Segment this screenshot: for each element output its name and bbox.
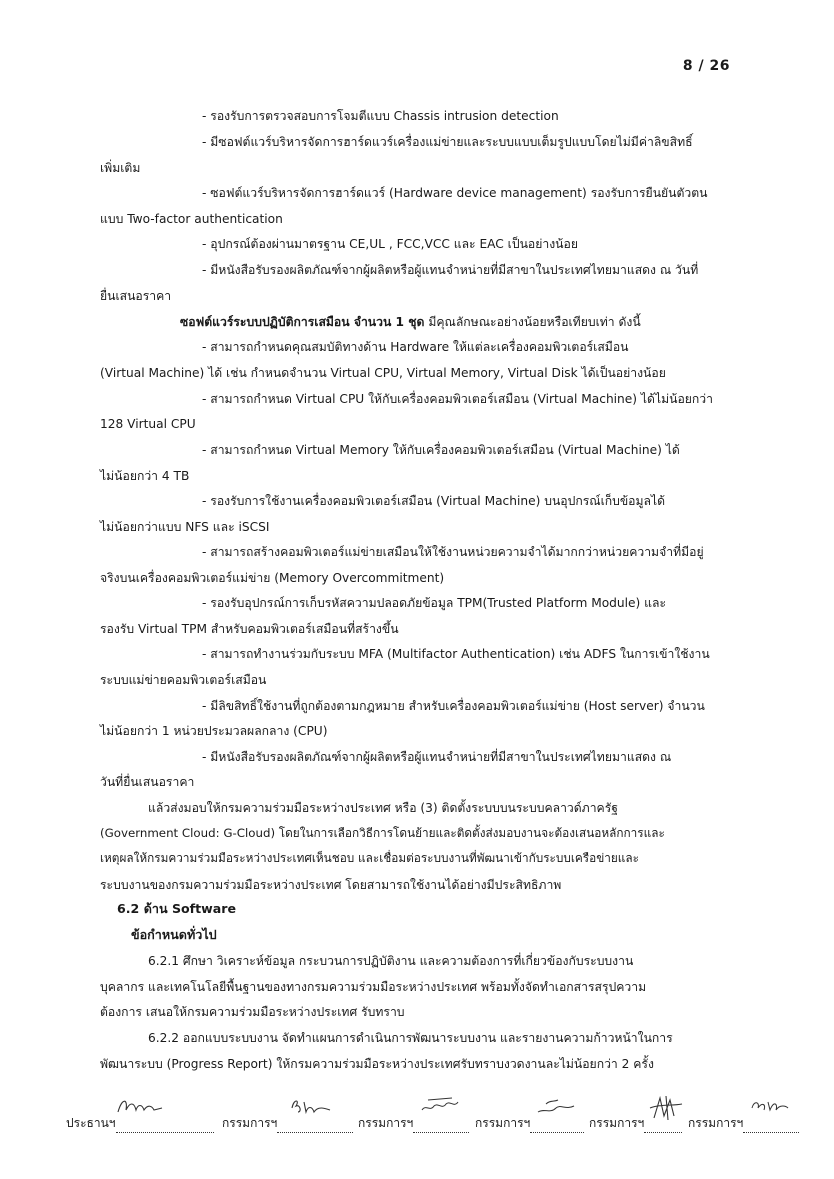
- paragraph-line: ต้องการ เสนอให้กรมความร่วมมือระหว่างประเทศ รับทราบ: [100, 1005, 405, 1019]
- spec-line: จริงบนเครื่องคอมพิวเตอร์แม่ข่าย (Memory Overcommitment): [100, 571, 445, 585]
- signature-label: กรรมการฯ: [688, 1116, 744, 1130]
- subsection-subheading: ข้อกำหนดทั่วไป: [131, 927, 217, 942]
- signature-label: กรรมการฯ: [475, 1116, 531, 1130]
- paragraph-line: พัฒนาระบบ (Progress Report) ให้กรมความร่วมมือระหว่างประเทศรับทราบงวดงานละไม่น้อยกว่า 2 ครั้ง: [100, 1057, 654, 1071]
- spec-line: - อุปกรณ์ต้องผ่านมาตรฐาน CE,UL , FCC,VCC และ EAC เป็นอย่างน้อย: [202, 237, 578, 251]
- spec-line: แบบ Two-factor authentication: [100, 212, 283, 226]
- paragraph-line: เหตุผลให้กรมความร่วมมือระหว่างประเทศเห็นชอบ และเชื่อมต่อระบบงานที่พัฒนาเข้ากับระบบเครือข่ายและ: [100, 851, 639, 865]
- spec-line: วันที่ยื่นเสนอราคา: [100, 775, 195, 789]
- section-heading-line: [180, 316, 641, 328]
- paragraph-line: บุคลากร และเทคโนโลยีพื้นฐานของทางกรมความร่วมมือระหว่างประเทศ พร้อมทั้งจัดทำเอกสารสรุปความ: [100, 980, 647, 994]
- spec-line: - มีหนังสือรับรองผลิตภัณฑ์จากผู้ผลิตหรือผู้แทนจำหน่ายที่มีสาขาในประเทศไทยมาแสดง ณ วันที่: [202, 263, 699, 277]
- spec-line: ไม่น้อยกว่า 4 TB: [100, 469, 190, 483]
- paragraph-line: ระบบงานของกรมความร่วมมือระหว่างประเทศ โดยสามารถใช้งานได้อย่างมีประสิทธิภาพ: [100, 878, 562, 892]
- spec-line: - รองรับการตรวจสอบการโจมตีแบบ Chassis intrusion detection: [202, 109, 559, 123]
- handwritten-signature: [536, 1094, 578, 1120]
- handwritten-signature: [114, 1094, 166, 1120]
- spec-line: ระบบแม่ข่ายคอมพิวเตอร์เสมือน: [100, 673, 267, 687]
- spec-line: - รองรับการใช้งานเครื่องคอมพิวเตอร์เสมือน (Virtual Machine) บนอุปกรณ์เก็บข้อมูลได้: [202, 494, 666, 508]
- spec-line: รองรับ Virtual TPM สำหรับคอมพิวเตอร์เสมือนที่สร้างขึ้น: [100, 622, 399, 636]
- spec-line: - สามารถกำหนดคุณสมบัติทางด้าน Hardware ให้แต่ละเครื่องคอมพิวเตอร์เสมือน: [202, 340, 629, 354]
- subsection-heading: 6.2 ด้าน Software: [117, 901, 237, 916]
- paragraph-line: แล้วส่งมอบให้กรมความร่วมมือระหว่างประเทศ หรือ (3) ติดตั้งระบบบนระบบคลาวด์ภาครัฐ: [148, 801, 618, 815]
- spec-line: ไม่น้อยกว่า 1 หน่วยประมวลผลกลาง (CPU): [100, 724, 328, 738]
- paragraph-line: 6.2.2 ออกแบบระบบงาน จัดทำแผนการดำเนินการพัฒนาระบบงาน และรายงานความก้าวหน้าในการ: [148, 1031, 673, 1045]
- spec-line: - สามารถทำงานร่วมกับระบบ MFA (Multifactor Authentication) เช่น ADFS ในการเข้าใช้งาน: [202, 647, 710, 661]
- handwritten-signature: [748, 1094, 792, 1120]
- spec-line: - มีหนังสือรับรองผลิตภัณฑ์จากผู้ผลิตหรือผู้แทนจำหน่ายที่มีสาขาในประเทศไทยมาแสดง ณ: [202, 750, 672, 764]
- spec-line: - มีซอฟต์แวร์บริหารจัดการฮาร์ดแวร์เครื่องแม่ข่ายและระบบแบบเต็มรูปแบบโดยไม่มีค่าลิขสิทธิ์: [202, 135, 693, 149]
- section-heading-rest: มีคุณลักษณะอย่างน้อยหรือเทียบเท่า ดังนี้: [424, 315, 641, 329]
- signature-label-chair: ประธานฯ: [66, 1116, 116, 1130]
- signature-label: กรรมการฯ: [358, 1116, 414, 1130]
- handwritten-signature: [646, 1094, 686, 1122]
- spec-line: (Virtual Machine) ได้ เช่น กำหนดจำนวน Virtual CPU, Virtual Memory, Virtual Disk ได้เป็นอย่างน้อย: [100, 366, 666, 380]
- handwritten-signature: [418, 1094, 462, 1120]
- signature-label: กรรมการฯ: [222, 1116, 278, 1130]
- page-number: 8 / 26: [682, 58, 730, 74]
- paragraph-line: 6.2.1 ศึกษา วิเคราะห์ข้อมูล กระบวนการปฏิบัติงาน และความต้องการที่เกี่ยวข้องกับระบบงาน: [148, 954, 634, 968]
- section-heading: ซอฟต์แวร์ระบบปฏิบัติการเสมือน จำนวน 1 ชุด: [180, 315, 425, 329]
- spec-line: - ซอฟต์แวร์บริหารจัดการฮาร์ดแวร์ (Hardware device management) รองรับการยืนยันตัวตน: [202, 186, 708, 200]
- spec-line: 128 Virtual CPU: [100, 417, 196, 431]
- spec-line: ไม่น้อยกว่าแบบ NFS และ iSCSI: [100, 520, 270, 534]
- paragraph-line: (Government Cloud: G-Cloud) โดยในการเลือกวิธีการโดนย้ายและติดตั้งส่งมอบงานจะต้องเสนอหลักการและ: [100, 826, 665, 840]
- spec-line: - สามารถกำหนด Virtual Memory ให้กับเครื่องคอมพิวเตอร์เสมือน (Virtual Machine) ได้: [202, 443, 680, 457]
- spec-line: ยื่นเสนอราคา: [100, 289, 172, 303]
- spec-line: - สามารถกำหนด Virtual CPU ให้กับเครื่องคอมพิวเตอร์เสมือน (Virtual Machine) ได้ไม่น้อยกว่า: [202, 392, 713, 406]
- spec-line: - สามารถสร้างคอมพิวเตอร์แม่ข่ายเสมือนให้ใช้งานหน่วยความจำได้มากกว่าหน่วยความจำที่มีอยู่: [202, 545, 704, 559]
- spec-line: เพิ่มเติม: [100, 161, 141, 175]
- spec-line: - รองรับอุปกรณ์การเก็บรหัสความปลอดภัยข้อมูล TPM(Trusted Platform Module) และ: [202, 596, 667, 610]
- signature-label: กรรมการฯ: [589, 1116, 645, 1130]
- handwritten-signature: [288, 1094, 334, 1120]
- spec-line: - มีลิขสิทธิ์ใช้งานที่ถูกต้องตามกฎหมาย สำหรับเครื่องคอมพิวเตอร์แม่ข่าย (Host server) จำนวน: [202, 699, 705, 713]
- signature-row: [66, 1100, 766, 1134]
